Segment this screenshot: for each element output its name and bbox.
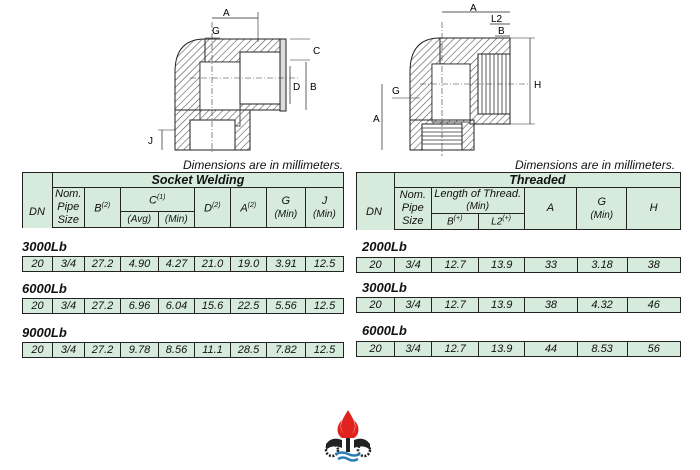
h-d: D — [204, 202, 212, 215]
threaded-row-6000 — [356, 341, 681, 357]
table-row: 20 3/4 27.2 9.78 8.56 11.1 28.5 7.82 12.5 — [23, 343, 344, 358]
threaded-title: Threaded — [394, 173, 680, 188]
t-h-b-sup: (+) — [453, 215, 463, 223]
socket-weld-elbow-drawing — [140, 2, 340, 160]
table-row: 20 3/4 12.7 13.9 38 4.32 46 — [357, 298, 681, 313]
threaded-class-2000: 2000Lb — [362, 239, 407, 254]
t-h-h: H — [627, 188, 681, 230]
t-h-nom-1: Nom. — [399, 189, 426, 201]
table-row: 20 3/4 12.7 13.9 44 8.53 56 — [357, 342, 681, 357]
t-h-b: B — [447, 216, 454, 228]
dim-label-c: C — [313, 46, 321, 57]
dim-label-l2: L2 — [491, 14, 503, 25]
h-b: B — [94, 202, 102, 215]
t-h-l2: L2 — [491, 216, 503, 228]
threaded-row-2000 — [356, 257, 681, 273]
h-d-sup: (2) — [211, 202, 221, 210]
threaded-row-3000 — [356, 297, 681, 313]
threaded-class-3000: 3000Lb — [362, 280, 407, 295]
h-g: G — [281, 194, 291, 207]
h-g-min: (Min) — [274, 208, 298, 220]
h-c-sup: (1) — [156, 193, 166, 201]
dim-label-h: H — [534, 80, 542, 91]
dim-label-a-side: A — [373, 114, 380, 125]
threaded-header-table — [356, 172, 681, 230]
h-a-sup: (2) — [247, 202, 257, 210]
socket-row-9000 — [22, 342, 344, 358]
table-row: 20 3/4 12.7 13.9 33 3.18 38 — [357, 258, 681, 273]
h-a: A — [240, 202, 248, 215]
t-h-l2-sup: (+) — [502, 215, 512, 223]
t-h-dn: DN — [366, 206, 382, 218]
h-j-min: (Min) — [313, 208, 336, 220]
threaded-class-6000: 6000Lb — [362, 323, 407, 338]
company-logo-icon — [322, 408, 374, 464]
units-note-right: Dimensions are in millimeters. — [515, 158, 676, 172]
h-c: C — [148, 194, 157, 207]
h-b-sup: (2) — [101, 202, 111, 210]
dim-label-b: B — [498, 26, 505, 37]
t-h-nom-3: Size — [402, 215, 424, 227]
h-j: J — [321, 194, 328, 207]
threaded-elbow-drawing — [370, 2, 560, 160]
socket-row-3000 — [22, 256, 344, 272]
t-h-len-1: Length of Thread. — [434, 188, 522, 200]
socket-weld-title: Socket Welding — [52, 173, 343, 188]
dim-label-b: B — [310, 82, 317, 93]
dim-label-a-top: A — [470, 3, 477, 14]
h-nom-3: Size — [57, 214, 79, 226]
socket-class-9000: 9000Lb — [22, 325, 67, 340]
table-row: 20 3/4 27.2 6.96 6.04 15.6 22.5 5.56 12.5 — [23, 299, 344, 314]
t-h-nom-2: Pipe — [401, 202, 424, 214]
dim-label-a: A — [223, 8, 230, 19]
socket-weld-header-table — [22, 172, 344, 228]
dim-label-d: D — [293, 82, 301, 93]
t-h-g: G — [597, 195, 607, 208]
socket-row-6000 — [22, 298, 344, 314]
socket-class-6000: 6000Lb — [22, 281, 67, 296]
dim-label-g: G — [212, 26, 220, 37]
dim-label-g: G — [392, 86, 400, 97]
dim-label-j: J — [148, 136, 153, 147]
h-c-min: (Min) — [158, 211, 194, 227]
h-nom-2: Pipe — [57, 201, 80, 213]
t-h-a: A — [524, 188, 577, 230]
socket-class-3000: 3000Lb — [22, 239, 67, 254]
table-row: 20 3/4 27.2 4.90 4.27 21.0 19.0 3.91 12.5 — [23, 257, 344, 272]
units-note-left: Dimensions are in millimeters. — [183, 158, 344, 172]
t-h-g-min: (Min) — [590, 209, 614, 221]
t-h-len-2: (Min) — [466, 201, 490, 212]
h-dn: DN — [29, 206, 45, 218]
h-c-avg: (Avg) — [120, 211, 158, 227]
h-nom-1: Nom. — [55, 188, 82, 200]
